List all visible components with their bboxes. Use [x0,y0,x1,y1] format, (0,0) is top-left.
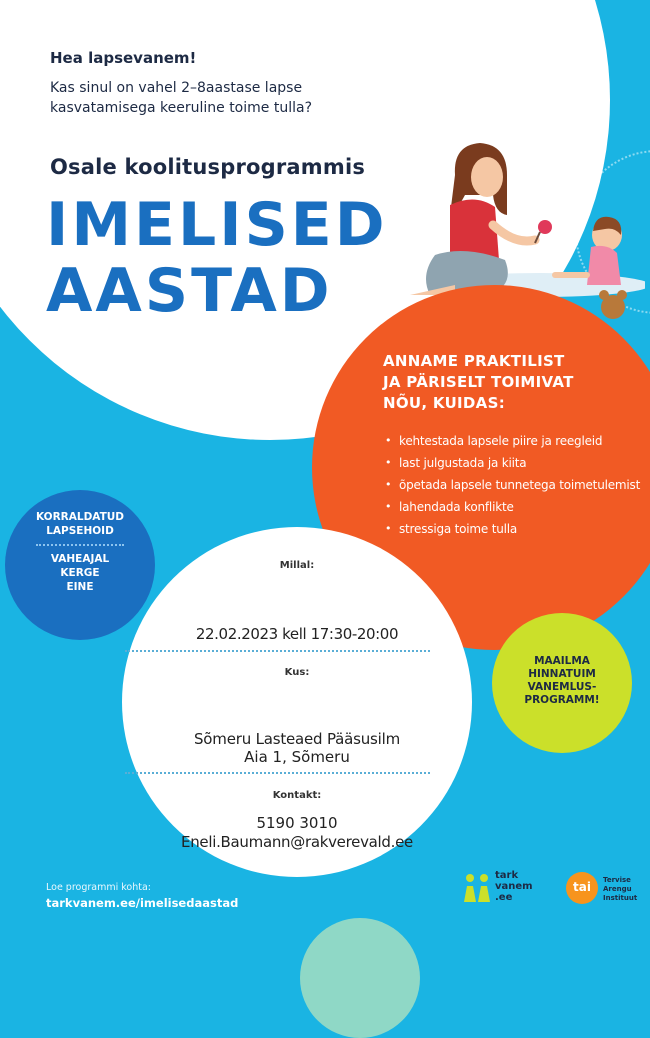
advice-heading-line-2: JA PÄRISELT TOIMIVAT [383,373,574,391]
advice-item: • last julgustada ja kiita [385,452,650,474]
award-line-1: MAAILMA [534,655,590,667]
tarkvanem-logo [462,870,542,910]
where-separator [125,772,430,774]
childcare-line-5: EINE [66,581,94,593]
greeting: Hea lapsevanem! [50,49,197,67]
tarkvanem-word-1: tark [495,870,519,881]
tai-name-line-2: Arengu [603,885,632,893]
tarkvanem-word-2: vanem [495,881,533,892]
where-label: Kus: [284,667,310,678]
childcare-divider [36,544,124,546]
advice-list [385,430,650,540]
program-title-line-2: AASTAD [46,256,333,326]
where-line-2: Aia 1, Sõmeru [244,748,350,766]
tarkvanem-people-icon [462,872,492,904]
childcare-text [5,510,155,594]
advice-item: • lahendada konflikte [385,496,650,518]
when-separator [125,650,430,652]
advice-item: • õpetada lapsele tunnetega toimetulemist [385,474,650,496]
question-line-2: kasvatamisega keeruline toime tulla? [50,100,312,116]
award-line-4: PROGRAMM! [524,694,600,706]
program-title-line-1: IMELISED [46,190,388,260]
childcare-line-2: LAPSEHOID [46,525,114,537]
advice-heading-line-1: ANNAME PRAKTILIST [383,352,565,370]
program-url-link[interactable]: tarkvanem.ee/imelisedaastad [46,896,239,910]
tai-name-line-3: Instituut [603,894,638,902]
when-label: Millal: [279,560,315,571]
award-line-2: HINNATUIM [528,668,596,680]
tarkvanem-word-3: .ee [495,892,513,903]
where-line-1: Sõmeru Lasteaed Pääsusilm [193,730,400,748]
award-line-3: VANEMLUS- [527,681,597,693]
advice-item: • kehtestada lapsele piire ja reegleid [385,430,650,452]
childcare-line-4: KERGE [60,567,100,579]
childcare-line-3: VAHEAJAL [50,553,110,565]
childcare-line-1: KORRALDATUD [35,511,124,523]
read-more-label: Loe programmi kohta: [46,882,152,893]
contact-email: Eneli.Baumann@rakverevald.ee [181,833,413,851]
invite-text: Osale koolitusprogrammis [50,155,366,179]
bottom-green-circle [300,918,420,1038]
award-badge-text [492,655,632,707]
when-value: 22.02.2023 kell 17:30-20:00 [195,625,399,643]
question-line-1: Kas sinul on vahel 2–8aastase lapse [50,80,303,96]
contact-label: Kontakt: [272,790,322,801]
tai-name [603,876,637,903]
contact-phone: 5190 3010 [256,814,338,832]
tai-name-line-1: Tervise [603,876,631,884]
advice-item: • stressiga toime tulla [385,518,650,540]
advice-heading-line-3: NÕU, KUIDAS: [383,394,505,412]
tai-logo-text: tai [573,880,591,894]
